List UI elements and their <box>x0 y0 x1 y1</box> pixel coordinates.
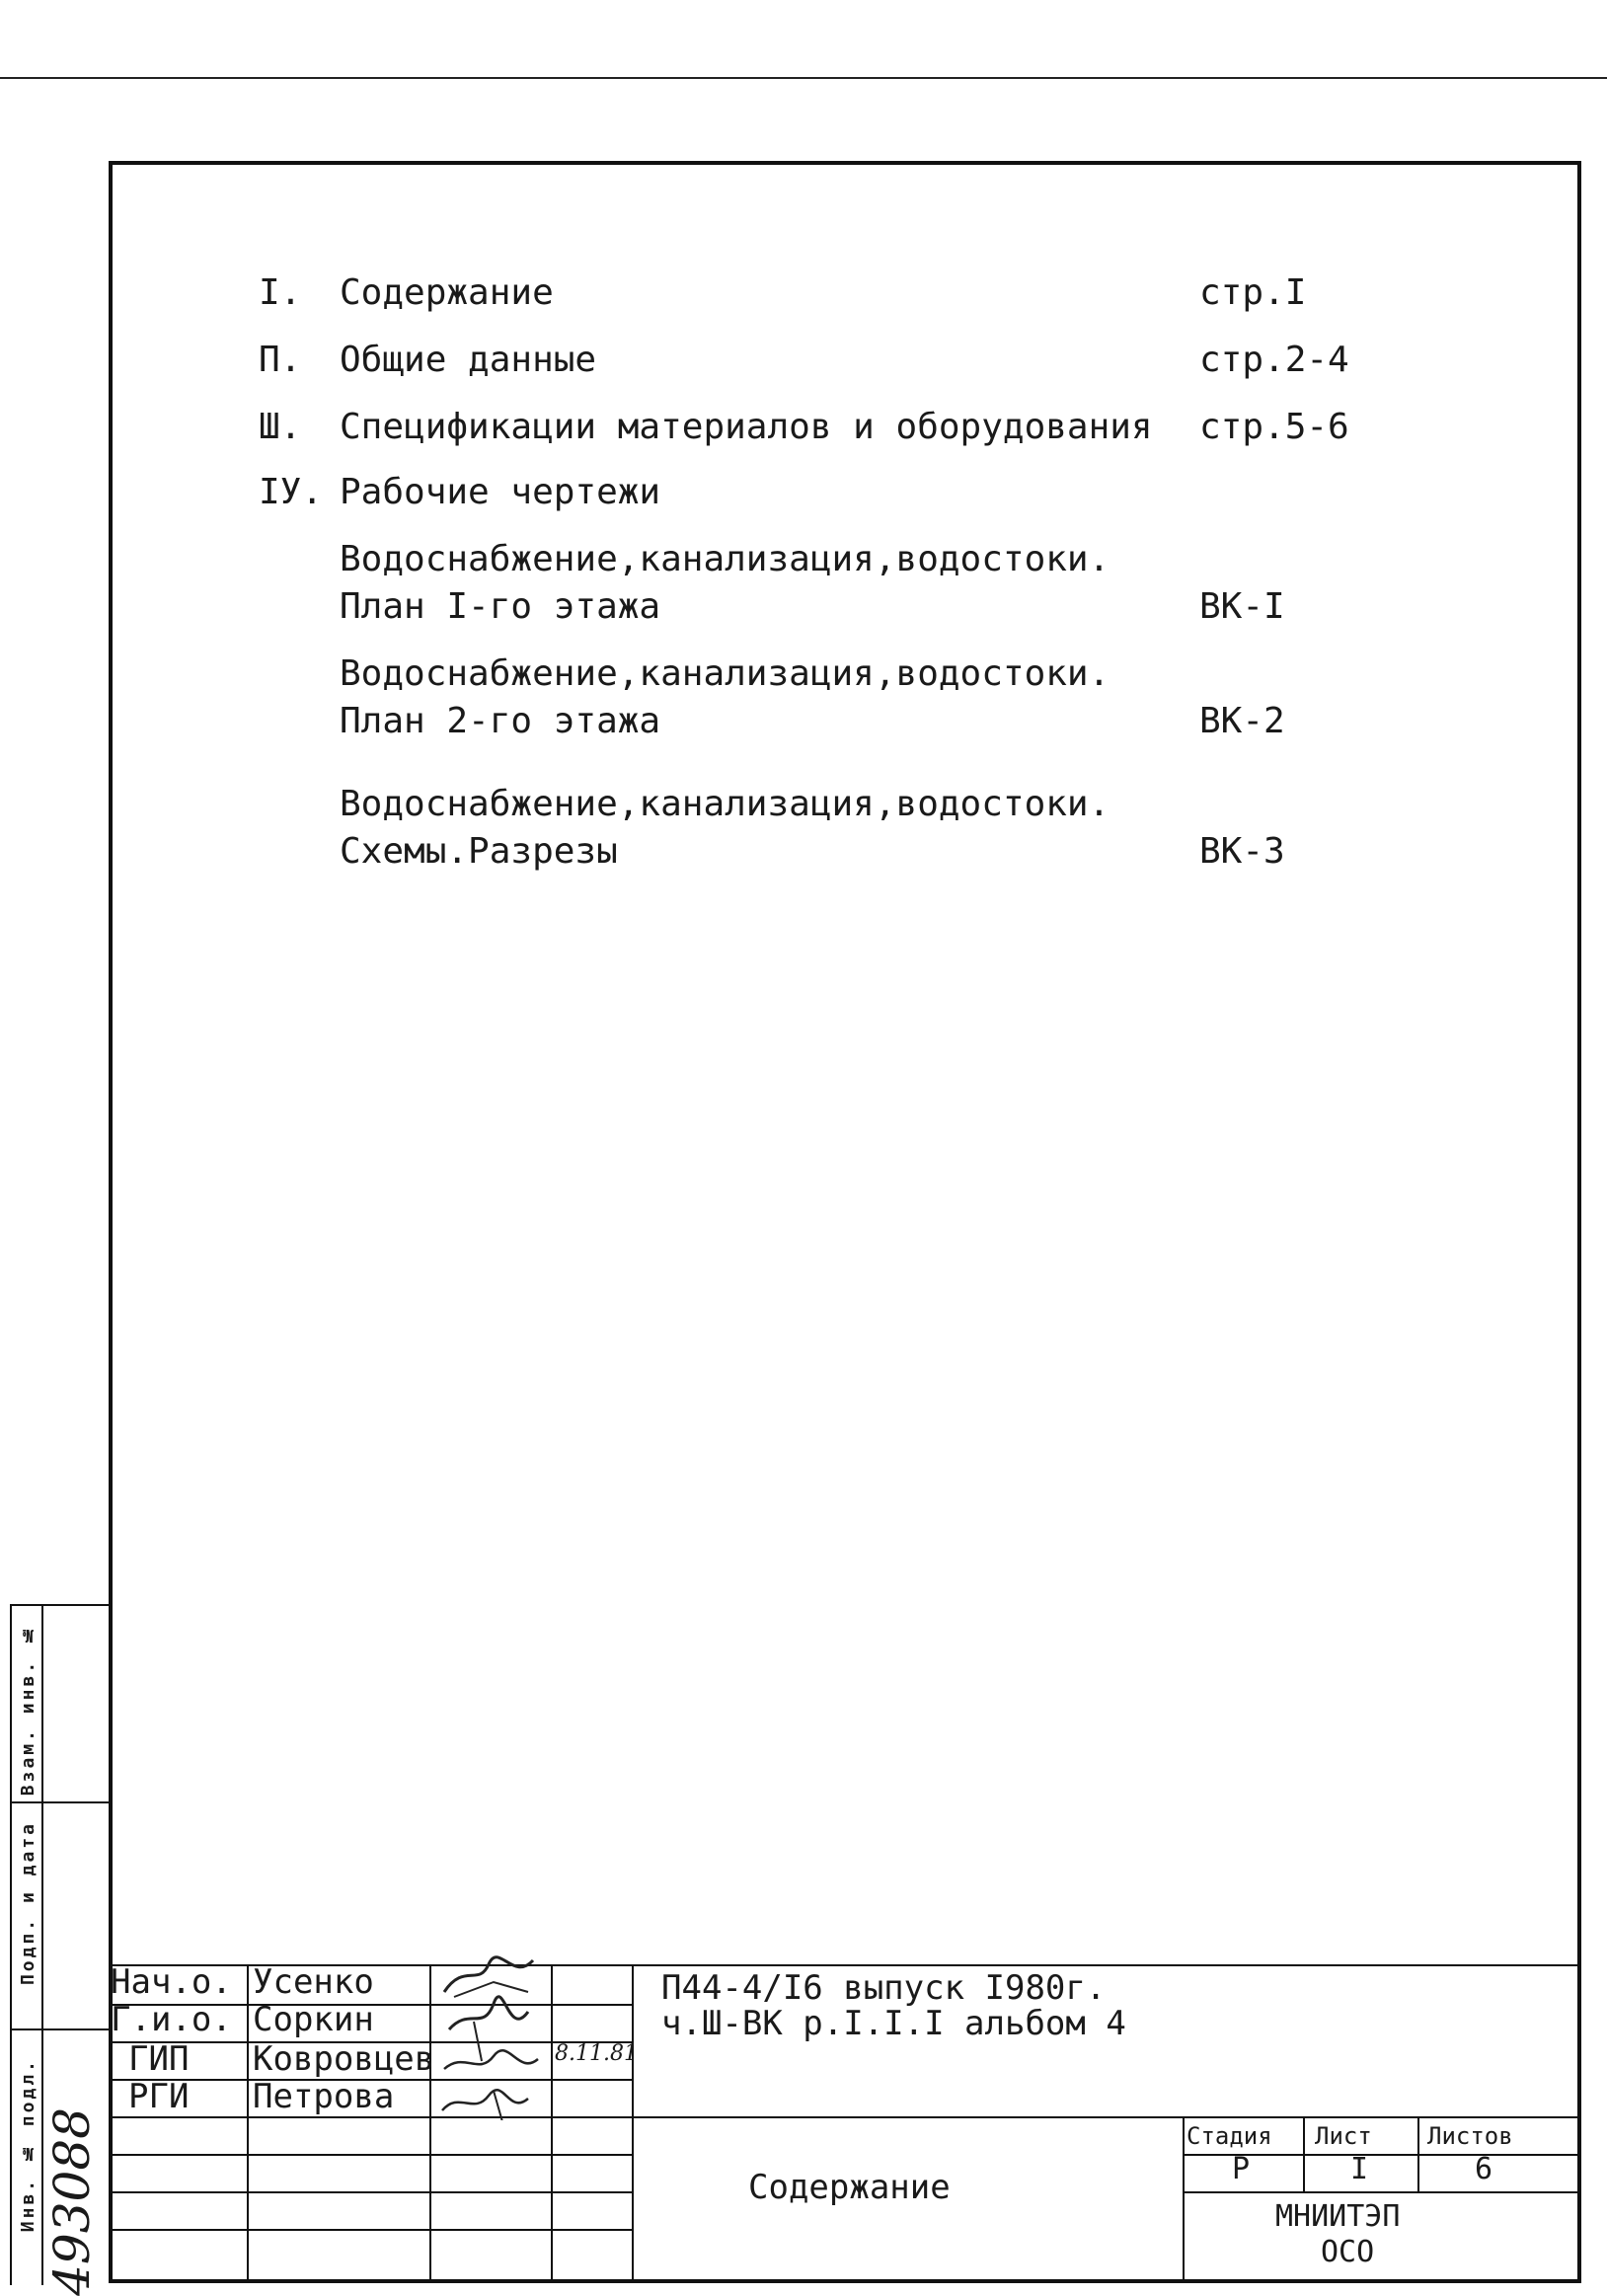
signatures <box>434 1952 548 2120</box>
stamp-name: Усенко <box>253 1962 374 2002</box>
drawing-code: ВК-3 <box>1199 831 1285 872</box>
title-block-line <box>632 1964 634 2283</box>
stamp-date: 8.11.81 <box>555 2041 638 2066</box>
side-stamp-label: Взам. инв. № <box>18 1622 38 1797</box>
toc-number: IУ. <box>259 472 324 512</box>
drawing-subtitle: Схемы.Разрезы <box>340 831 618 872</box>
stamp-role: Нач.о. <box>111 1962 232 2002</box>
title-block-line <box>109 2154 632 2156</box>
sheets-header: Листов <box>1427 2122 1513 2150</box>
side-stamp-label: Подп. и дата <box>18 1821 38 1986</box>
title-block-line <box>551 1964 553 2283</box>
side-stamp-divider <box>10 1604 109 1606</box>
stamp-name: Петрова <box>253 2077 395 2116</box>
title-block-line <box>1183 2191 1581 2193</box>
title-block-line <box>109 2191 632 2193</box>
side-stamp-border <box>10 1604 12 2285</box>
organization: ОСО <box>1321 2235 1375 2269</box>
stamp-role: ГИП <box>128 2039 190 2079</box>
toc-label: Спецификации материалов и оборудования <box>340 407 1153 447</box>
project-code: ч.Ш-ВК р.I.I.I альбом 4 <box>661 2004 1126 2043</box>
toc-label: Содержание <box>340 272 554 313</box>
drawing-title: Водоснабжение,канализация,водостоки. <box>340 539 1110 579</box>
title-block-line <box>1303 2116 1305 2191</box>
drawing-code: ВК-2 <box>1199 701 1285 741</box>
title-block-line <box>1183 2116 1185 2283</box>
toc-page: стр.I <box>1199 272 1307 313</box>
side-stamp-divider <box>10 1801 109 1803</box>
toc-number: П. <box>259 340 302 380</box>
toc-number: Ш. <box>259 407 302 447</box>
title-block-line <box>429 1964 431 2283</box>
title-block-line <box>1417 2116 1419 2191</box>
toc-label: Общие данные <box>340 340 597 380</box>
sheet-value: I <box>1350 2152 1369 2186</box>
toc-number: I. <box>259 272 302 313</box>
stamp-role: РГИ <box>128 2077 190 2116</box>
toc-page: стр.2-4 <box>1199 340 1349 380</box>
archive-number: 493088 <box>43 2107 101 2296</box>
toc-label: Рабочие чертежи <box>340 472 661 512</box>
drawing-code: ВК-I <box>1199 586 1285 627</box>
side-stamp-divider <box>10 2028 109 2030</box>
project-code: П44-4/I6 выпуск I980г. <box>661 1968 1107 2008</box>
organization: МНИИТЭП <box>1275 2199 1401 2234</box>
stage-value: Р <box>1232 2152 1251 2186</box>
title-block <box>109 1964 1581 2283</box>
drawing-subtitle: План I-го этажа <box>340 586 661 627</box>
title-block-line <box>109 2116 1581 2118</box>
sheet-title: Содержание <box>748 2168 951 2207</box>
stamp-role: Г.и.о. <box>111 2000 232 2039</box>
title-block-line <box>109 2229 632 2231</box>
title-block-line <box>247 1964 249 2283</box>
sheet-header: Лист <box>1315 2122 1372 2150</box>
drawing-title: Водоснабжение,канализация,водостоки. <box>340 653 1110 694</box>
sheets-value: 6 <box>1475 2152 1493 2186</box>
side-stamp-label: Инв. № подл. <box>18 2058 38 2233</box>
drawing-subtitle: План 2-го этажа <box>340 701 661 741</box>
stage-header: Стадия <box>1186 2122 1272 2150</box>
stamp-name: Ковровцев <box>253 2039 435 2079</box>
stamp-name: Соркин <box>253 2000 374 2039</box>
toc-page: стр.5-6 <box>1199 407 1349 447</box>
drawing-title: Водоснабжение,канализация,водостоки. <box>340 784 1110 824</box>
